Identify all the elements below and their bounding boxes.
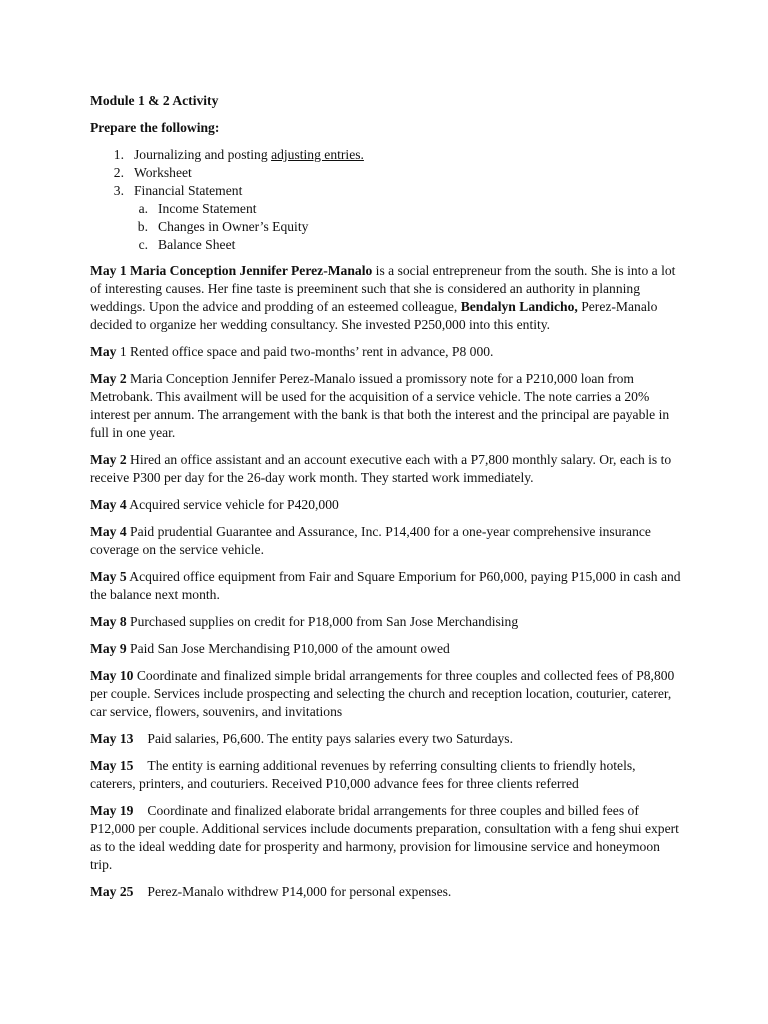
- transaction-entry: [90, 451, 682, 487]
- transaction-entry: [90, 496, 682, 514]
- list-text: Income Statement: [158, 201, 257, 216]
- transaction-entry: [90, 802, 682, 874]
- entry-date: May 25: [90, 884, 134, 899]
- entry-date: May: [90, 344, 117, 359]
- entry-text: Paid San Jose Merchandising P10,000 of the amount owed: [130, 641, 450, 656]
- list-text: [134, 146, 364, 164]
- transaction-entry: [90, 613, 682, 631]
- entry-text: The entity is earning additional revenues by referring consulting clients to friendly hotels, caterers, printers, and couturiers. Received P10,000 advance fees for three clients referred: [90, 758, 636, 791]
- entry-text: Maria Conception Jennifer Perez-Manalo issued a promissory note for a P210,000 loan from Metrobank. This availment will be used for the acquisition of a service vehicle. The note carries a 20% interest per annum. The arrangement with the bank is that both the interest and the principal are payable in full in one year.: [90, 371, 670, 440]
- entry-date: May 8: [90, 614, 127, 629]
- list-item: [90, 164, 682, 182]
- sub-list-item: [90, 200, 682, 218]
- entry-text: Perez-Manalo withdrew P14,000 for personal expenses.: [147, 884, 452, 899]
- entry-text: Acquired office equipment from Fair and Square Emporium for P60,000, paying P15,000 in cash and the balance next month.: [90, 569, 681, 602]
- list-text: Financial Statement: [134, 183, 243, 198]
- entry-date: May 9: [90, 641, 127, 656]
- transaction-entry: [90, 730, 682, 748]
- underlined-text: adjusting entries.: [271, 147, 364, 162]
- transaction-entry: [90, 568, 682, 604]
- entry-text: Paid salaries, P6,600. The entity pays salaries every two Saturdays.: [147, 731, 513, 746]
- list-item: [90, 182, 682, 200]
- page-title: Module 1 & 2 Activity: [90, 93, 219, 108]
- list-letter: a.: [138, 201, 148, 216]
- paragraph-text: Perez-Manalo decided to organize her wedding consultancy. She invested P250,000 into this entity.: [90, 299, 658, 332]
- list-letter: c.: [138, 237, 148, 252]
- list-number: 1.: [113, 147, 124, 162]
- entry-date: May 19: [90, 803, 134, 818]
- entry-text: Coordinate and finalized simple bridal arrangements for three couples and collected fees of P8,800 per couple. Services include prospecting and selecting the church and reception location, couturier, caterer, car service, flowers, souvenirs, and invitations: [90, 668, 675, 719]
- transaction-entry: [90, 883, 682, 901]
- entry-date: May 2: [90, 452, 127, 467]
- list-letter: b.: [137, 219, 148, 234]
- colleague-name: Bendalyn Landicho,: [460, 299, 578, 314]
- entry-date: May 4: [90, 497, 127, 512]
- entry-text: 1 Rented office space and paid two-months’ rent in advance, P8 000.: [119, 344, 494, 359]
- transaction-entry: [90, 757, 682, 793]
- entry-date: May 15: [90, 758, 134, 773]
- entry-date: May 1: [90, 263, 127, 278]
- transaction-entry: [90, 370, 682, 442]
- list-item: [90, 146, 682, 164]
- owner-name: Maria Conception Jennifer Perez-Manalo: [130, 263, 373, 278]
- paragraph-text: is a social entrepreneur from the south. She is into a lot of interesting causes. Her fine taste is preeminent such that she is considered an authority in planning weddings. Upon the advice and prodding of an esteemed colleague,: [90, 263, 676, 314]
- list-text: Changes in Owner’s Equity: [158, 219, 309, 234]
- intro-paragraph: [90, 262, 682, 334]
- list-text: Balance Sheet: [158, 237, 236, 252]
- entry-text: Acquired service vehicle for P420,000: [129, 497, 339, 512]
- prepare-heading: Prepare the following:: [90, 120, 220, 135]
- task-list: [90, 146, 682, 254]
- entry-text: Purchased supplies on credit for P18,000 from San Jose Merchandising: [130, 614, 519, 629]
- transaction-entries: [90, 343, 682, 901]
- transaction-entry: [90, 523, 682, 559]
- entry-date: May 2: [90, 371, 127, 386]
- entry-text: Hired an office assistant and an account executive each with a P7,800 monthly salary. Or, each is to receive P300 per day for the 26-day work month. They started work immediately.: [90, 452, 672, 485]
- list-number: 3.: [113, 183, 124, 198]
- entry-date: May 4: [90, 524, 127, 539]
- entry-text: Paid prudential Guarantee and Assurance, Inc. P14,400 for a one-year comprehensive insurance coverage on the service vehicle.: [90, 524, 651, 557]
- transaction-entry: [90, 640, 682, 658]
- entry-date: May 5: [90, 569, 127, 584]
- sub-list-item: [90, 218, 682, 236]
- list-text-prefix: Journalizing and posting: [134, 147, 272, 162]
- entry-text: Coordinate and finalized elaborate bridal arrangements for three couples and billed fees of P12,000 per couple. Additional services include documents preparation, consultation with a feng shui expert as to the ideal wedding date for prosperity and harmony, provision for limousine service and honeymoon trip.: [90, 803, 679, 872]
- transaction-entry: [90, 343, 682, 361]
- sub-list-item: [90, 236, 682, 254]
- entry-date: May 10: [90, 668, 134, 683]
- transaction-entry: [90, 667, 682, 721]
- entry-date: May 13: [90, 731, 134, 746]
- list-text: Worksheet: [134, 165, 192, 180]
- list-number: 2.: [113, 165, 124, 180]
